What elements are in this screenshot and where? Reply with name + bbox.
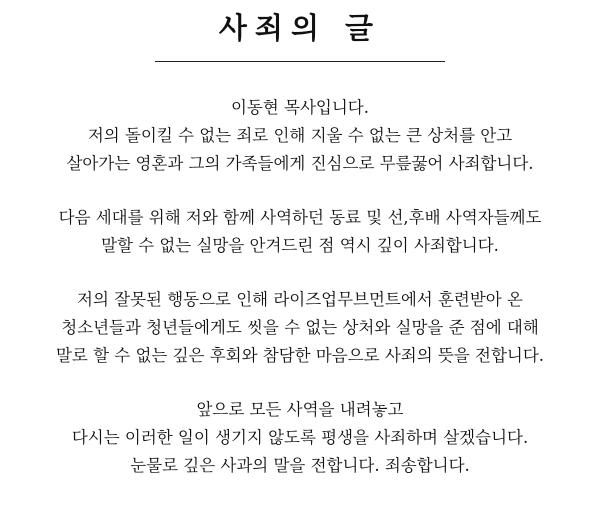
document-title: 사죄의 글 [218, 11, 382, 45]
paragraph-line: 저의 잘못된 행동으로 인해 라이즈업무브먼트에서 훈련받아 온 [77, 290, 523, 309]
paragraph-2 [0, 204, 600, 260]
paragraph-line: 말할 수 없는 실망을 안겨드린 점 역시 깊이 사죄합니다. [101, 236, 499, 255]
paragraph-line: 다음 세대를 위해 저와 함께 사역하던 동료 및 선,후배 사역자들께도 [58, 208, 542, 227]
title-divider [155, 61, 445, 62]
paragraph-line: 말로 할 수 없는 깊은 후회와 참담한 마음으로 사죄의 뜻을 전합니다. [55, 346, 545, 365]
paragraph-line: 다시는 이러한 일이 생기지 않도록 평생을 사죄하며 살겠습니다. [71, 428, 529, 447]
paragraph-line: 앞으로 모든 사역을 내려놓고 [196, 400, 404, 419]
paragraph-1 [0, 94, 600, 178]
paragraph-line: 청소년들과 청년들에게도 씻을 수 없는 상처와 실망을 준 점에 대해 [61, 318, 539, 337]
paragraph-line: 눈물로 깊은 사과의 말을 전합니다. 죄송합니다. [130, 456, 470, 475]
paragraph-line: 살아가는 영혼과 그의 가족들에게 진심으로 무릎꿇어 사죄합니다. [66, 154, 534, 173]
paragraph-line: 이동현 목사입니다. [230, 98, 369, 117]
paragraph-4 [0, 396, 600, 480]
paragraph-line: 저의 돌이킬 수 없는 죄로 인해 지울 수 없는 큰 상처를 안고 [87, 126, 513, 145]
document-body [0, 94, 600, 506]
paragraph-3 [0, 286, 600, 370]
